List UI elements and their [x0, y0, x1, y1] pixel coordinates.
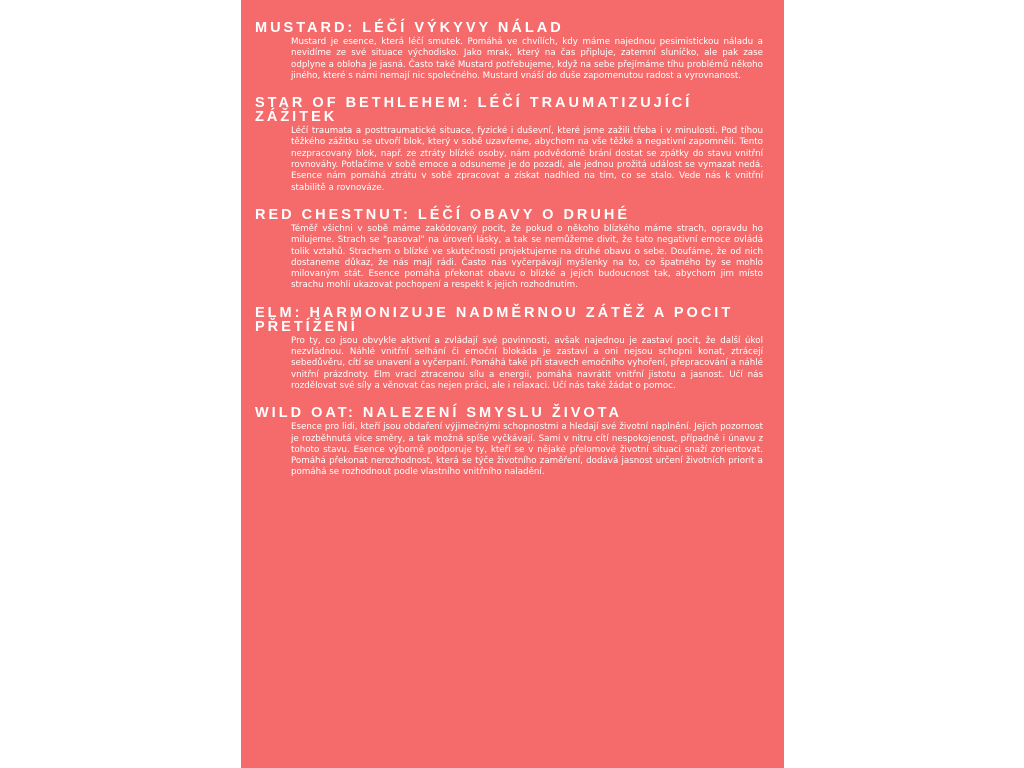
section-body: Pro ty, co jsou obvykle aktivní a zvládají své povinnosti, avšak najednou je zastaví pocit, že další úkol nezvládnou. Náhlé vnitřní selhání či emoční blokáda je zastaví a oni nejsou schopni konat, ztrácejí sebedůvěru, cítí se unavení a vyčerpaní. Pomáhá také při stavech emočního vyhoření, přepracování a náhlé vnitřní prázdnoty. Elm vrací ztracenou sílu a energii, pomáhá navrátit vnitřní jistotu a jasnost. Učí nás rozdělovat své síly a věnovat čas nejen práci, ale i relaxaci. Učí nás také žádat o pomoc.: [291, 335, 763, 391]
section-star-of-bethlehem: [255, 96, 763, 194]
section-body: Esence pro lidi, kteří jsou obdaření výjimečnými schopnostmi a hledají své životní naplnění. Jejich pozornost je rozběhnutá více směry, a tak možná spíše vyčkávají. Sami v nitru cítí nespokojenost, případně i únavu z tohoto stavu. Esence výborně podporuje ty, kteří se v nějaké přelomové životní situaci snaží zorientovat. Pomáhá překonat nerozhodnost, která se týče životního zaměření, dodává jasnost určení životních priorit a pomáhá se rozhodnout podle vlastního vnitřního naladění.: [291, 422, 763, 478]
section-title: ELM: HARMONIZUJE NADMĚRNOU ZÁTĚŽ A POCIT PŘETÍŽENÍ: [255, 304, 734, 335]
section-title: MUSTARD: LÉČÍ VÝKYVY NÁLAD: [255, 20, 564, 36]
section-mustard: [255, 21, 763, 82]
section-elm: [255, 306, 763, 392]
section-title: WILD OAT: NALEZENÍ SMYSLU ŽIVOTA: [255, 405, 622, 422]
section-body: Téměř všichni v sobě máme zakódovaný pocit, že pokud o někoho blízkého máme strach, opravdu ho milujeme. Strach se "pasoval" na úroveň lásky, a tak se nemůžeme divit, že tato negativní emoce ovládá tolik vztahů. Strachem o blízké ve skutečnosti projektujeme na druhé obavu o sebe. Doufáme, že od nich dostaneme důkaz, že nás mají rádi. Často nás vyčerpávají myšlenky na to, co špatného by se mohlo milovaným stát. Esence pomáhá překonat obavu o blízké a jejich budoucnost tak, abychom jim místo strachu mohli ukazovat pochopení a respekt k jejich rozhodnutím.: [291, 223, 763, 291]
section-body: Mustard je esence, která léčí smutek. Pomáhá ve chvílích, kdy máme najednou pesimistickou náladu a nevidíme ze své situace východisko. Jako mrak, který na čas připluje, zatemní sluníčko, ale pak zase odplyne a obloha je jasná. Často také Mustard potřebujeme, když na sebe přejímáme tíhu problémů někoho jiného, které s námi nemají nic společného. Mustard vnáší do duše zapomenutou radost a vyrovnanost.: [291, 37, 763, 81]
section-body: Léčí traumata a posttraumatické situace, fyzické i duševní, které jsme zažili třeba i v minulosti. Pod tíhou těžkého zážitku se utvoří blok, který v sobě uzavřeme, abychom na vše těžké a negativní zapomněli. Tento nezpracovaný blok, např. ze ztráty blízké osoby, nám podvědomě brání dostat se zpátky do stavu vnitřní rovnováhy. Potlačíme v sobě emoce a odsuneme je do pozadí, ale jednou prožitá událost se vymazat nedá. Esence nám pomáhá ztrátu v sobě zpracovat a získat nadhled na tím, co se stalo. Vede nás k vnitřní stabilitě a rovnováze.: [291, 126, 763, 193]
section-title: RED CHESTNUT: LÉČÍ OBAVY O DRUHÉ: [255, 206, 631, 223]
document-page: [241, 0, 784, 768]
section-wild-oat: [255, 406, 763, 478]
section-red-chestnut: [255, 208, 763, 292]
section-title: STAR OF BETHLEHEM: LÉČÍ TRAUMATIZUJÍCÍ ZÁŽITEK: [255, 95, 693, 126]
